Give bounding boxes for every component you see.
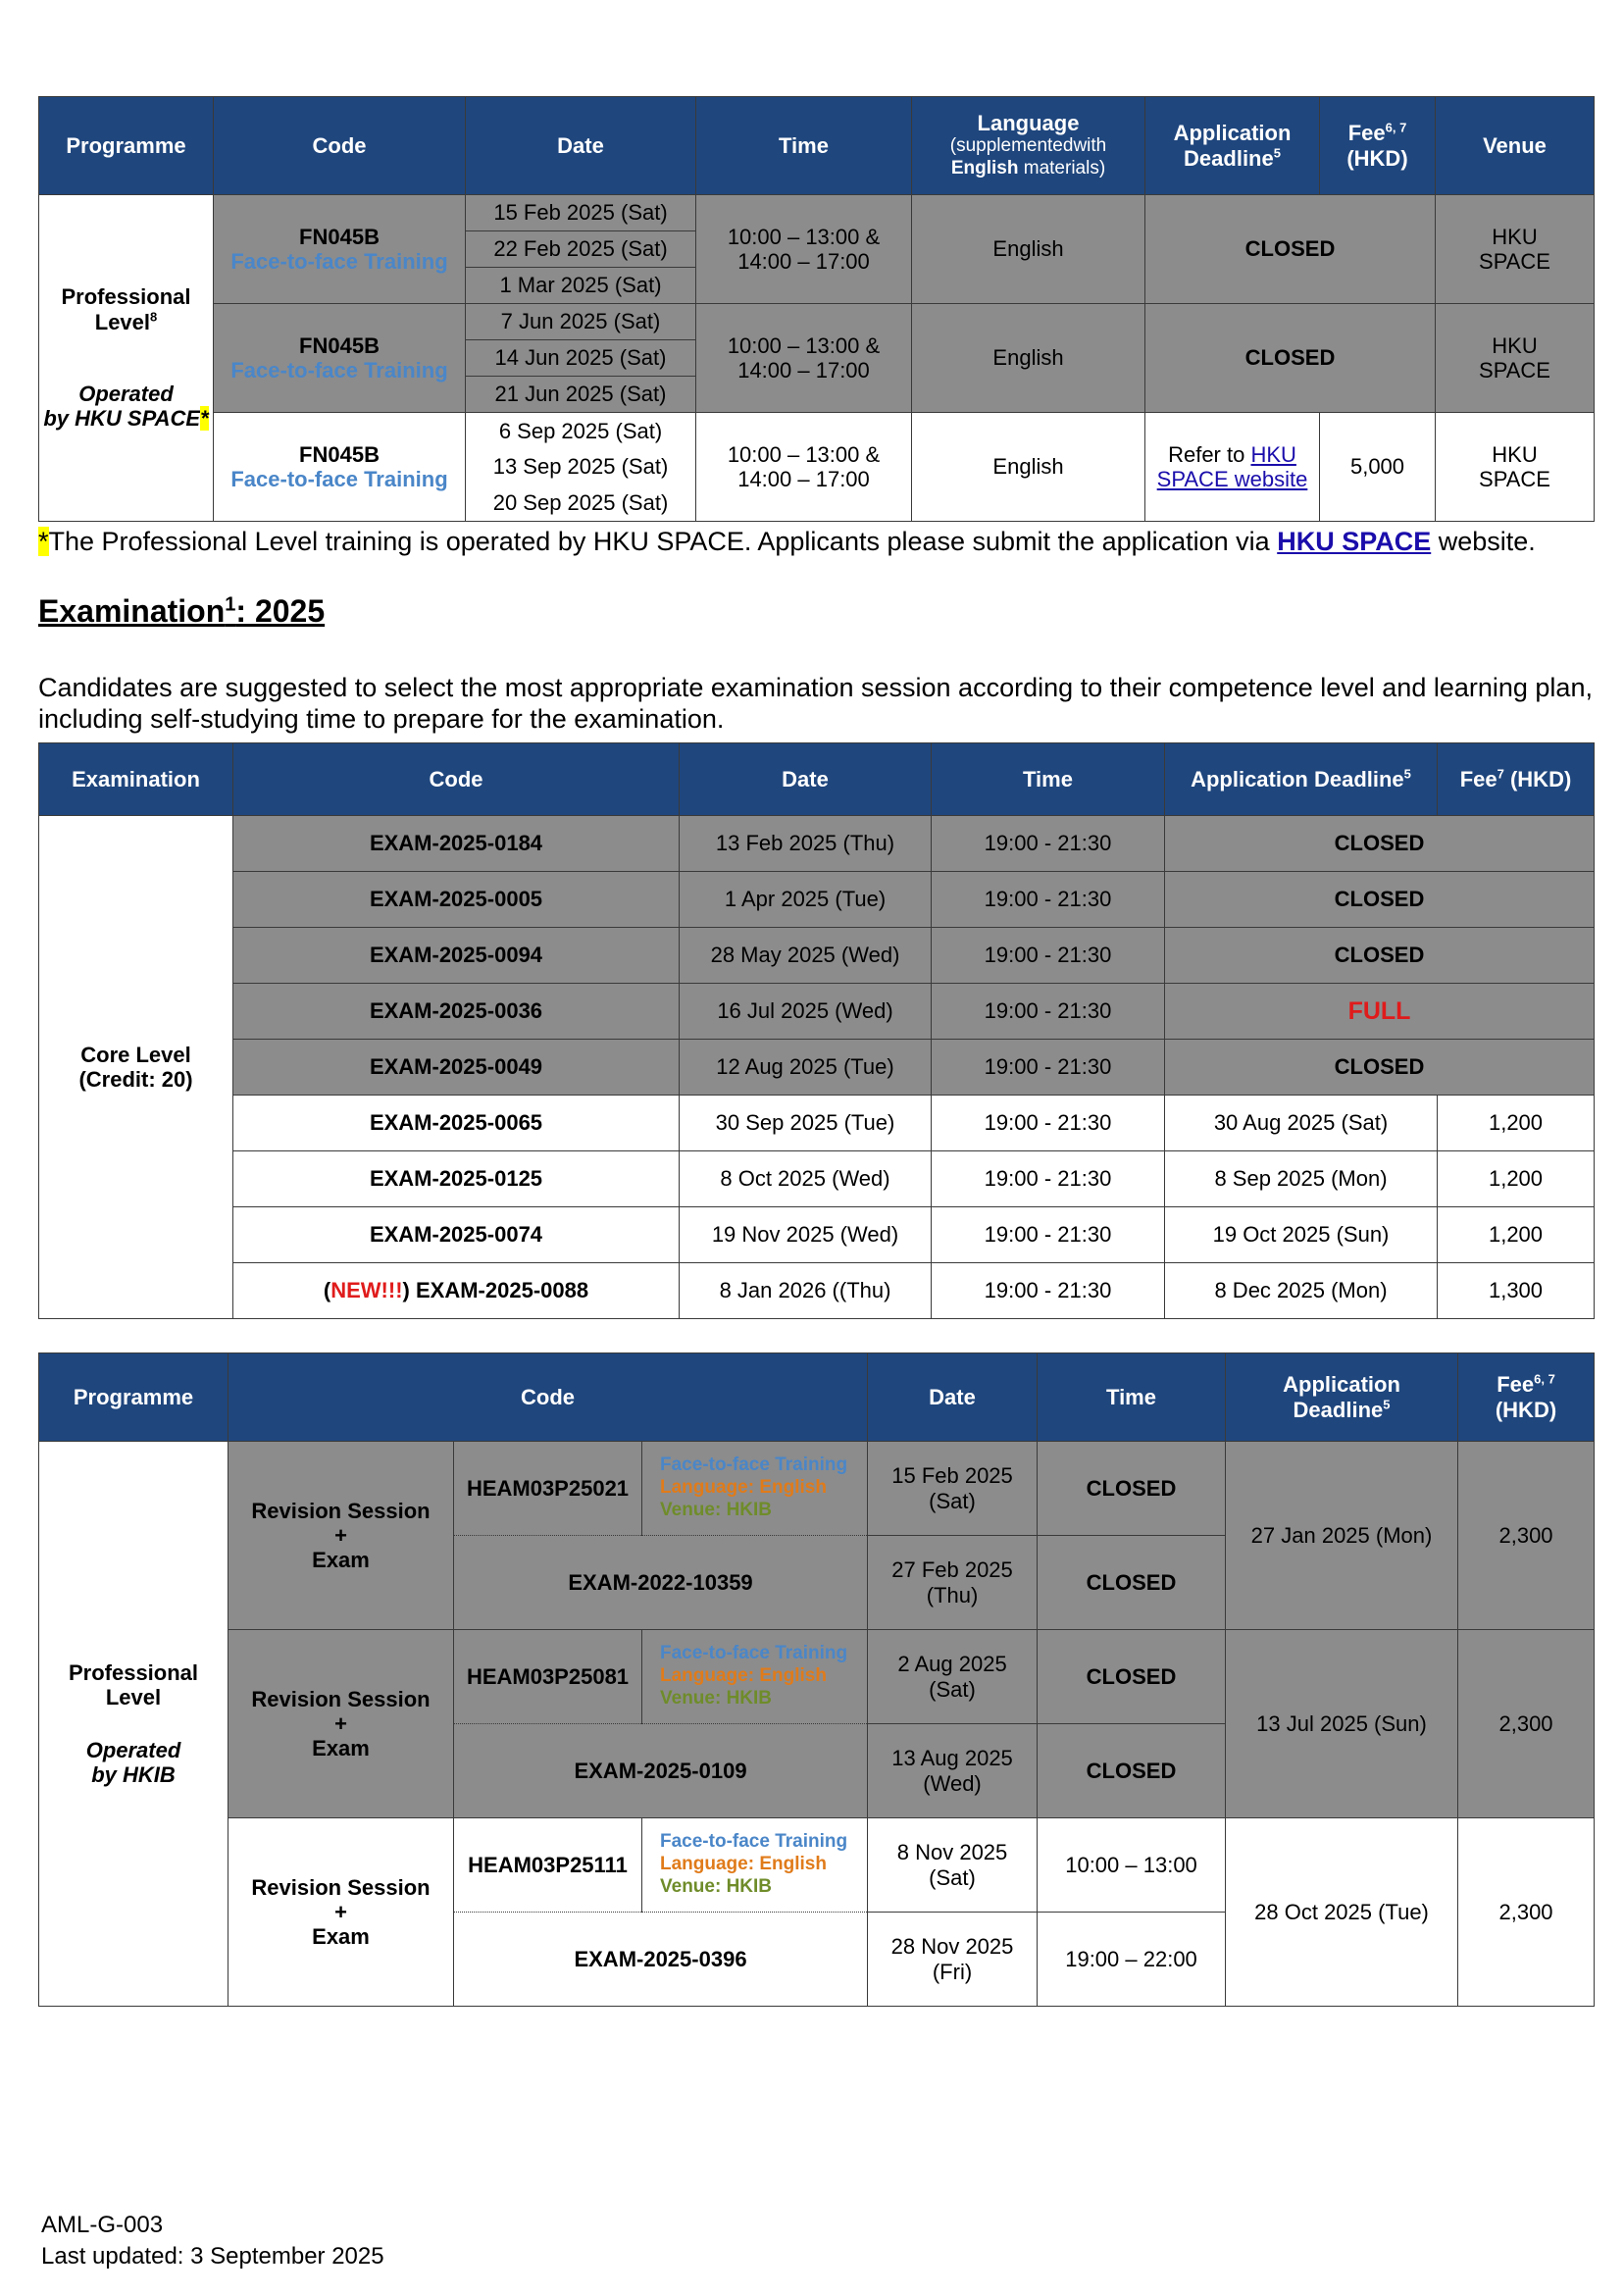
revision-time: CLOSED bbox=[1038, 1442, 1226, 1536]
exam-time: 19:00 - 21:30 bbox=[932, 1151, 1165, 1207]
exam-time: 19:00 - 21:30 bbox=[932, 1096, 1165, 1151]
exam-heading bbox=[38, 593, 325, 630]
training-time bbox=[696, 304, 912, 413]
training-fee: 5,000 bbox=[1320, 413, 1436, 522]
revision-mode: Face-to-face Training bbox=[660, 1454, 848, 1476]
col-code: Code bbox=[214, 97, 466, 195]
revision-exam-date-l1: 27 Feb 2025 bbox=[891, 1557, 1013, 1583]
training-table bbox=[38, 96, 1595, 522]
training-code-cell bbox=[214, 304, 466, 413]
col-fee-label: Fee bbox=[1459, 766, 1497, 791]
revision-programme-cell bbox=[39, 1442, 228, 2007]
revision-label bbox=[228, 1818, 454, 2007]
revision-label bbox=[228, 1442, 454, 1630]
revision-label-l3: Exam bbox=[312, 1736, 370, 1761]
exam-code: EXAM-2025-0036 bbox=[233, 984, 680, 1040]
revision-programme-l1: Professional bbox=[68, 1659, 199, 1685]
training-mode: Face-to-face Training bbox=[230, 358, 448, 383]
revision-fee: 2,300 bbox=[1458, 1630, 1595, 1818]
revision-date-l1: 8 Nov 2025 bbox=[896, 1840, 1008, 1865]
training-time-l1: 10:00 – 13:00 & bbox=[727, 441, 881, 467]
training-code-cell bbox=[214, 413, 466, 522]
hku-space-link[interactable]: HKU bbox=[1250, 441, 1296, 467]
exam-status: CLOSED bbox=[1165, 928, 1595, 984]
training-venue bbox=[1436, 413, 1595, 522]
col-fee bbox=[1320, 97, 1436, 195]
exam-intro: Candidates are suggested to select the most appropriate examination session according to their competence level and learning plan, including self-studying time to prepare for the examination. bbox=[38, 673, 1593, 735]
note-hku-space-link[interactable]: HKU SPACE bbox=[1277, 527, 1432, 556]
exam-date: 8 Oct 2025 (Wed) bbox=[680, 1151, 932, 1207]
revision-label-l1: Revision Session bbox=[251, 1874, 431, 1900]
training-date: 20 Sep 2025 (Sat) bbox=[466, 485, 696, 522]
revision-exam-date bbox=[868, 1724, 1038, 1818]
training-note bbox=[38, 527, 1536, 557]
revision-time: 10:00 – 13:00 bbox=[1038, 1818, 1226, 1913]
programme-star: * bbox=[200, 406, 209, 432]
col-deadline-sup: 5 bbox=[1403, 766, 1411, 782]
col-fee-sup: 7 bbox=[1497, 766, 1504, 782]
revision-exam-date bbox=[868, 1913, 1038, 2007]
revision-exam-code: EXAM-2025-0109 bbox=[454, 1724, 868, 1818]
revision-exam-code: EXAM-2025-0396 bbox=[454, 1913, 868, 2007]
exam-level-cell bbox=[39, 816, 233, 1319]
revision-date-l2: (Sat) bbox=[929, 1676, 976, 1702]
new-badge: NEW!!! bbox=[330, 1278, 403, 1303]
revision-time: CLOSED bbox=[1038, 1630, 1226, 1724]
training-time-l1: 10:00 – 13:00 & bbox=[727, 332, 881, 358]
exam-fee: 1,300 bbox=[1438, 1263, 1595, 1319]
col-fee-l2: (HKD) bbox=[1495, 1397, 1557, 1422]
col-time: Time bbox=[696, 97, 912, 195]
col-deadline bbox=[1165, 743, 1438, 816]
revision-mode-cell bbox=[642, 1442, 868, 1536]
col-date: Date bbox=[466, 97, 696, 195]
exam-date: 28 May 2025 (Wed) bbox=[680, 928, 932, 984]
exam-date: 12 Aug 2025 (Tue) bbox=[680, 1040, 932, 1096]
revision-exam-date-l2: (Thu) bbox=[926, 1582, 979, 1607]
col-programme: Programme bbox=[39, 97, 214, 195]
col-date: Date bbox=[680, 743, 932, 816]
col-deadline bbox=[1145, 97, 1320, 195]
revision-label-l3: Exam bbox=[312, 1924, 370, 1950]
exam-fee: 1,200 bbox=[1438, 1096, 1595, 1151]
training-date: 22 Feb 2025 (Sat) bbox=[466, 231, 696, 268]
revision-label-l2: + bbox=[334, 1522, 347, 1548]
training-language: English bbox=[912, 413, 1145, 522]
exam-code: EXAM-2025-0065 bbox=[233, 1096, 680, 1151]
revision-mode-cell bbox=[642, 1630, 868, 1724]
training-venue-l1: HKU bbox=[1492, 224, 1538, 249]
col-deadline-l2: Deadline bbox=[1184, 145, 1274, 171]
training-date: 21 Jun 2025 (Sat) bbox=[466, 377, 696, 413]
revision-language: Language: English bbox=[660, 1477, 827, 1499]
revision-label-l1: Revision Session bbox=[251, 1498, 431, 1523]
revision-exam-date-l2: (Wed) bbox=[923, 1770, 982, 1796]
revision-date-l1: 2 Aug 2025 bbox=[897, 1652, 1007, 1677]
exam-code: EXAM-2025-0074 bbox=[233, 1207, 680, 1263]
revision-exam-code: EXAM-2022-10359 bbox=[454, 1536, 868, 1630]
col-time: Time bbox=[932, 743, 1165, 816]
exam-row bbox=[39, 872, 1595, 928]
revision-table bbox=[38, 1352, 1595, 2007]
exam-time: 19:00 - 21:30 bbox=[932, 1040, 1165, 1096]
hku-space-website-link[interactable]: SPACE website bbox=[1156, 467, 1308, 491]
training-venue-l2: SPACE bbox=[1479, 467, 1550, 491]
revision-header-row bbox=[39, 1353, 1595, 1442]
exam-code-cell bbox=[233, 1263, 680, 1319]
exam-time: 19:00 - 21:30 bbox=[932, 1207, 1165, 1263]
exam-row bbox=[39, 1263, 1595, 1319]
exam-date: 30 Sep 2025 (Tue) bbox=[680, 1096, 932, 1151]
exam-status: CLOSED bbox=[1165, 872, 1595, 928]
exam-date: 1 Apr 2025 (Tue) bbox=[680, 872, 932, 928]
col-venue: Venue bbox=[1436, 97, 1595, 195]
exam-deadline: 8 Sep 2025 (Mon) bbox=[1165, 1151, 1438, 1207]
exam-status: CLOSED bbox=[1165, 1040, 1595, 1096]
col-deadline-l2: Deadline bbox=[1293, 1397, 1384, 1422]
exam-code: EXAM-2025-0184 bbox=[233, 816, 680, 872]
training-mode: Face-to-face Training bbox=[230, 467, 448, 491]
revision-exam-time: CLOSED bbox=[1038, 1724, 1226, 1818]
training-row bbox=[39, 413, 1595, 449]
revision-code: HEAM03P25081 bbox=[454, 1630, 642, 1724]
exam-heading-sup: 1 bbox=[225, 593, 236, 616]
programme-l2: Level bbox=[94, 309, 151, 334]
revision-date-l1: 15 Feb 2025 bbox=[891, 1463, 1013, 1489]
exam-time: 19:00 - 21:30 bbox=[932, 816, 1165, 872]
col-fee-sup: 6, 7 bbox=[1385, 120, 1407, 135]
exam-code: EXAM-2025-0005 bbox=[233, 872, 680, 928]
col-language-l3a: English bbox=[950, 158, 1019, 179]
exam-row bbox=[39, 1151, 1595, 1207]
col-examination: Examination bbox=[39, 743, 233, 816]
new-close: ) bbox=[402, 1278, 416, 1303]
exam-time: 19:00 - 21:30 bbox=[932, 1263, 1165, 1319]
revision-code: HEAM03P25021 bbox=[454, 1442, 642, 1536]
exam-row bbox=[39, 1207, 1595, 1263]
programme-op1: Operated bbox=[78, 382, 174, 406]
training-venue-l1: HKU bbox=[1492, 441, 1538, 467]
exam-date: 13 Feb 2025 (Thu) bbox=[680, 816, 932, 872]
exam-row bbox=[39, 928, 1595, 984]
col-fee-l1: Fee bbox=[1347, 121, 1386, 146]
col-fee-unit: (HKD) bbox=[1503, 766, 1572, 791]
revision-programme-l2: Level bbox=[105, 1685, 162, 1710]
training-date: 6 Sep 2025 (Sat) bbox=[466, 413, 696, 449]
col-deadline-sup: 5 bbox=[1383, 1397, 1391, 1412]
training-mode: Face-to-face Training bbox=[230, 249, 448, 274]
revision-date bbox=[868, 1630, 1038, 1724]
exam-row bbox=[39, 1040, 1595, 1096]
exam-heading-text: Examination bbox=[38, 593, 226, 629]
exam-fee: 1,200 bbox=[1438, 1151, 1595, 1207]
training-date: 15 Feb 2025 (Sat) bbox=[466, 195, 696, 231]
training-row bbox=[39, 195, 1595, 231]
revision-deadline: 28 Oct 2025 (Tue) bbox=[1226, 1818, 1458, 2007]
training-language: English bbox=[912, 195, 1145, 304]
programme-op2: by HKU SPACE bbox=[43, 406, 201, 432]
revision-exam-date-l1: 28 Nov 2025 bbox=[890, 1934, 1014, 1960]
col-deadline-label: Application Deadline bbox=[1191, 766, 1404, 791]
note-tail: website. bbox=[1431, 527, 1536, 556]
footer bbox=[41, 2210, 384, 2273]
revision-mode: Face-to-face Training bbox=[660, 1831, 848, 1853]
revision-exam-date bbox=[868, 1536, 1038, 1630]
col-fee-sup: 6, 7 bbox=[1534, 1371, 1555, 1387]
training-header-row bbox=[39, 97, 1595, 195]
training-date: 1 Mar 2025 (Sat) bbox=[466, 268, 696, 304]
exam-code: EXAM-2025-0094 bbox=[233, 928, 680, 984]
new-open: ( bbox=[323, 1278, 331, 1303]
col-code: Code bbox=[228, 1353, 868, 1442]
revision-date bbox=[868, 1818, 1038, 1913]
revision-label-l3: Exam bbox=[312, 1548, 370, 1573]
training-code: FN045B bbox=[299, 441, 380, 467]
col-deadline bbox=[1226, 1353, 1458, 1442]
exam-code: EXAM-2025-0125 bbox=[233, 1151, 680, 1207]
revision-language: Language: English bbox=[660, 1854, 827, 1875]
training-venue-l1: HKU bbox=[1492, 332, 1538, 358]
col-fee bbox=[1438, 743, 1595, 816]
revision-deadline: 13 Jul 2025 (Sun) bbox=[1226, 1630, 1458, 1818]
exam-time: 19:00 - 21:30 bbox=[932, 928, 1165, 984]
training-time-l2: 14:00 – 17:00 bbox=[737, 467, 870, 491]
col-fee bbox=[1458, 1353, 1595, 1442]
exam-time: 19:00 - 21:30 bbox=[932, 984, 1165, 1040]
exam-row bbox=[39, 816, 1595, 872]
col-language-l2: (supplementedwith bbox=[949, 135, 1107, 157]
training-time-l2: 14:00 – 17:00 bbox=[737, 249, 870, 274]
doc-code: AML-G-003 bbox=[41, 2212, 164, 2238]
training-language: English bbox=[912, 304, 1145, 413]
exam-level-l2: (Credit: 20) bbox=[78, 1067, 193, 1092]
revision-exam-date-l1: 13 Aug 2025 bbox=[891, 1746, 1013, 1771]
col-fee-l1: Fee bbox=[1497, 1372, 1535, 1398]
note-star: * bbox=[38, 527, 49, 556]
revision-row bbox=[39, 1442, 1595, 1536]
revision-row bbox=[39, 1818, 1595, 1913]
training-time bbox=[696, 195, 912, 304]
revision-venue: Venue: HKIB bbox=[660, 1687, 773, 1709]
exam-level-l1: Core Level bbox=[80, 1042, 191, 1067]
exam-status-full: FULL bbox=[1165, 984, 1595, 1040]
revision-programme-op2: by HKIB bbox=[91, 1761, 176, 1787]
exam-status: CLOSED bbox=[1165, 816, 1595, 872]
col-language bbox=[912, 97, 1145, 195]
training-code: FN045B bbox=[299, 332, 380, 358]
revision-code: HEAM03P25111 bbox=[454, 1818, 642, 1913]
training-date: 13 Sep 2025 (Sat) bbox=[466, 449, 696, 485]
training-venue bbox=[1436, 195, 1595, 304]
exam-date: 16 Jul 2025 (Wed) bbox=[680, 984, 932, 1040]
training-venue bbox=[1436, 304, 1595, 413]
revision-exam-time: CLOSED bbox=[1038, 1536, 1226, 1630]
exam-header-row bbox=[39, 743, 1595, 816]
revision-venue: Venue: HKIB bbox=[660, 1875, 773, 1897]
revision-label-l2: + bbox=[334, 1899, 347, 1924]
deadline-pre: Refer to bbox=[1168, 441, 1251, 467]
revision-deadline: 27 Jan 2025 (Mon) bbox=[1226, 1442, 1458, 1630]
training-time-l2: 14:00 – 17:00 bbox=[737, 358, 870, 383]
programme-sup: 8 bbox=[150, 309, 158, 325]
col-deadline-l1: Application bbox=[1173, 121, 1292, 146]
revision-label-l2: + bbox=[334, 1710, 347, 1736]
exam-row bbox=[39, 1096, 1595, 1151]
revision-exam-time: 19:00 – 22:00 bbox=[1038, 1913, 1226, 2007]
revision-exam-date-l2: (Fri) bbox=[932, 1959, 973, 1984]
col-deadline-l1: Application bbox=[1283, 1372, 1400, 1398]
revision-mode-cell bbox=[642, 1818, 868, 1913]
revision-fee: 2,300 bbox=[1458, 1818, 1595, 2007]
col-fee-l2: (HKD) bbox=[1346, 145, 1408, 171]
training-time bbox=[696, 413, 912, 522]
training-row bbox=[39, 304, 1595, 340]
exam-code: EXAM-2025-0088 bbox=[415, 1278, 589, 1303]
revision-mode: Face-to-face Training bbox=[660, 1643, 848, 1664]
exam-code: EXAM-2025-0049 bbox=[233, 1040, 680, 1096]
exam-time: 19:00 - 21:30 bbox=[932, 872, 1165, 928]
training-date: 14 Jun 2025 (Sat) bbox=[466, 340, 696, 377]
exam-fee: 1,200 bbox=[1438, 1207, 1595, 1263]
training-status: CLOSED bbox=[1145, 304, 1436, 413]
exam-date: 19 Nov 2025 (Wed) bbox=[680, 1207, 932, 1263]
revision-fee: 2,300 bbox=[1458, 1442, 1595, 1630]
training-time-l1: 10:00 – 13:00 & bbox=[727, 224, 881, 249]
col-deadline-sup: 5 bbox=[1273, 145, 1281, 161]
revision-label bbox=[228, 1630, 454, 1818]
exam-deadline: 30 Aug 2025 (Sat) bbox=[1165, 1096, 1438, 1151]
revision-row bbox=[39, 1630, 1595, 1724]
col-time: Time bbox=[1038, 1353, 1226, 1442]
revision-label-l1: Revision Session bbox=[251, 1686, 431, 1711]
training-code-cell bbox=[214, 195, 466, 304]
revision-venue: Venue: HKIB bbox=[660, 1499, 773, 1520]
col-date: Date bbox=[868, 1353, 1038, 1442]
exam-deadline: 8 Dec 2025 (Mon) bbox=[1165, 1263, 1438, 1319]
revision-date bbox=[868, 1442, 1038, 1536]
exam-heading-year: : 2025 bbox=[235, 593, 326, 629]
programme-l1: Professional bbox=[61, 284, 191, 310]
exam-deadline: 19 Oct 2025 (Sun) bbox=[1165, 1207, 1438, 1263]
training-venue-l2: SPACE bbox=[1479, 358, 1550, 383]
last-updated: Last updated: 3 September 2025 bbox=[41, 2243, 384, 2270]
col-language-l1: Language bbox=[977, 111, 1080, 136]
training-programme-cell bbox=[39, 195, 214, 522]
training-date: 7 Jun 2025 (Sat) bbox=[466, 304, 696, 340]
training-code: FN045B bbox=[299, 224, 380, 249]
revision-date-l2: (Sat) bbox=[929, 1864, 976, 1890]
revision-programme-op1: Operated bbox=[85, 1737, 181, 1762]
revision-language: Language: English bbox=[660, 1665, 827, 1687]
training-venue-l2: SPACE bbox=[1479, 249, 1550, 274]
exam-table bbox=[38, 742, 1595, 1319]
col-programme: Programme bbox=[39, 1353, 228, 1442]
col-code: Code bbox=[233, 743, 680, 816]
training-status: CLOSED bbox=[1145, 195, 1436, 304]
training-deadline bbox=[1145, 413, 1320, 522]
col-language-l3b: materials) bbox=[1018, 158, 1106, 179]
exam-date: 8 Jan 2026 ((Thu) bbox=[680, 1263, 932, 1319]
note-text: The Professional Level training is operated by HKU SPACE. Applicants please submit the application via bbox=[48, 527, 1278, 556]
revision-date-l2: (Sat) bbox=[929, 1488, 976, 1513]
exam-row bbox=[39, 984, 1595, 1040]
